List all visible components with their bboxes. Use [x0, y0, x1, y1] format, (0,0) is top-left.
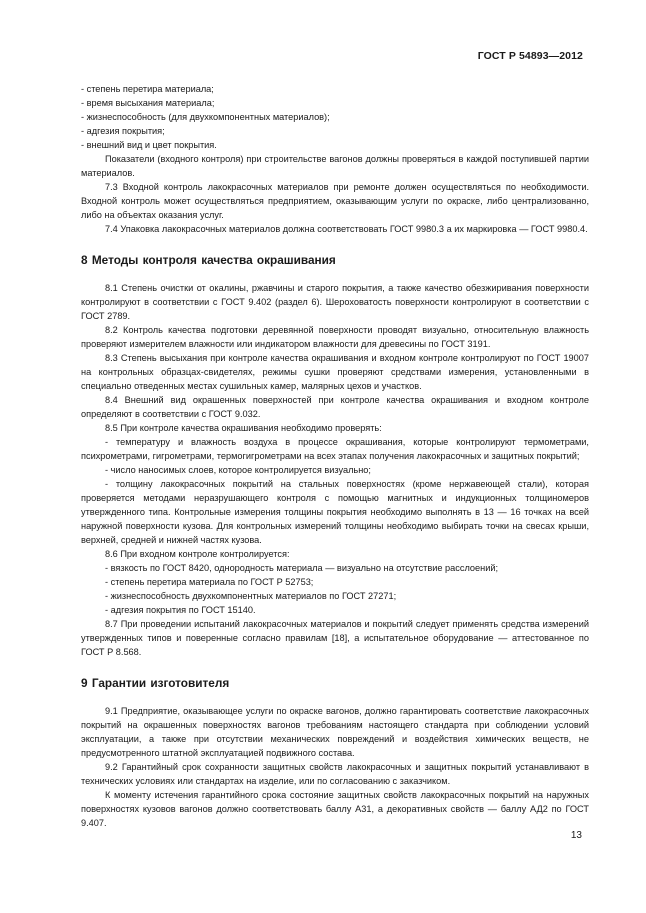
- list-item: - внешний вид и цвет покрытия.: [81, 140, 217, 150]
- list-item: - жизнеспособность двухкомпонентных материалов по ГОСТ 27271;: [105, 591, 397, 601]
- paragraph: 8.7 При проведении испытаний лакокрасочных материалов и покрытий следует применять средства измерений утвержденных типов и поверенные согласно правилам [18], а испытательное оборудование — аттестованное по ГОСТ Р 8.568.: [81, 619, 589, 657]
- list-item: - степень перетира материала;: [81, 84, 214, 94]
- paragraph: 8.4 Внешний вид окрашенных поверхностей при контроле качества окрашивания и входном контроле определяют в соответствии с ГОСТ 9.032.: [81, 395, 589, 419]
- paragraph: 8.5 При контроле качества окрашивания необходимо проверять:: [105, 423, 382, 433]
- list-item: - время высыхания материала;: [81, 98, 215, 108]
- list-item: - адгезия покрытия;: [81, 126, 165, 136]
- paragraph: 7.4 Упаковка лакокрасочных материалов должна соответствовать ГОСТ 9980.3 а их маркировка — ГОСТ 9980.4.: [105, 224, 588, 234]
- list-item: - жизнеспособность (для двухкомпонентных материалов);: [81, 112, 330, 122]
- paragraph: 9.1 Предприятие, оказывающее услуги по окраске вагонов, должно гарантировать соответствие лакокрасочных покрытий на окрашенных поверхностях вагонов требованиям настоящего стандарта при соблюдении условий эксплуатации, а также при отсутствии механических повреждений и воздействия химических веществ, не предусмотренного штатной эксплуатацией подвижного состава.: [81, 706, 589, 758]
- section-9-heading: 9 Гарантии изготовителя: [81, 676, 230, 690]
- page-number: 13: [570, 830, 582, 841]
- paragraph: 7.3 Входной контроль лакокрасочных материалов при ремонте должен осуществляться по необходимости. Входной контроль может осуществляться предприятием, оказывающим услуги по окраске, либо централизованно, либо на объектах оказания услуг.: [81, 182, 589, 220]
- document-body: [81, 82, 589, 830]
- paragraph: 9.2 Гарантийный срок сохранности защитных свойств лакокрасочных и защитных покрытий устанавливают в технических условиях или стандартах на изделие, или по согласованию с заказчиком.: [81, 762, 589, 786]
- list-item: - адгезия покрытия по ГОСТ 15140.: [105, 605, 256, 615]
- document-header: ГОСТ Р 54893—2012: [477, 50, 583, 62]
- paragraph: 8.6 При входном контроле контролируется:: [105, 549, 290, 559]
- list-item: - число наносимых слоев, которое контролируется визуально;: [105, 465, 371, 475]
- section-8-heading: 8 Методы контроля качества окрашивания: [81, 253, 336, 267]
- spacer: [81, 236, 589, 252]
- list-item: - степень перетира материала по ГОСТ Р 52753;: [105, 577, 314, 587]
- paragraph: Показатели (входного контроля) при строительстве вагонов должны проверяться в каждой поступившей партии материалов.: [81, 154, 589, 178]
- paragraph: 8.1 Степень очистки от окалины, ржавчины и старого покрытия, а также качество обезжиривания поверхности контролируют в соответствии с ГОСТ 9.402 (раздел 6). Шероховатость поверхности контролируют в соответствии с ГОСТ 2789.: [81, 283, 589, 321]
- list-item: - температуру и влажность воздуха в процессе окрашивания, которые контролируют термометрами, психрометрами, гигрометрами, термогигрометрами на всех этапах получения лакокрасочных и защитных покрытий;: [81, 437, 589, 461]
- spacer: [81, 659, 589, 675]
- list-item: - толщину лакокрасочных покрытий на стальных поверхностях (кроме нержавеющей стали), которая проверяется методами неразрушающего контроля с помощью магнитных и индукционных толщиномеров утвержденного типа. Контрольные измерения толщины покрытия необходимо выполнять в 13 — 16 точках на всей наружной поверхности кузова. Для контрольных измерений толщины необходимо выбирать точки на свесах крыши, верхней, средней и нижней частях кузова.: [81, 479, 589, 545]
- list-item: - вязкость по ГОСТ 8420, однородность материала — визуально на отсутствие расслоений;: [105, 563, 499, 573]
- paragraph: 8.3 Степень высыхания при контроле качества окрашивания и входном контроле контролируют по ГОСТ 19007 на контрольных образцах-свидетелях, режимы сушки проверяют средствами измерения, установленными в специально отведенных местах сушильных камер, малярных цехов и участков.: [81, 353, 589, 391]
- paragraph: 8.2 Контроль качества подготовки деревянной поверхности проводят визуально, относительную влажность проверяют измерителем влажности или индикатором влажности для древесины по ГОСТ 3191.: [81, 325, 589, 349]
- paragraph: К моменту истечения гарантийного срока состояние защитных свойств лакокрасочных покрытий на наружных поверхностях кузовов вагонов должно соответствовать баллу А31, а декоративных свойств — баллу АД2 по ГОСТ 9.407.: [81, 790, 589, 828]
